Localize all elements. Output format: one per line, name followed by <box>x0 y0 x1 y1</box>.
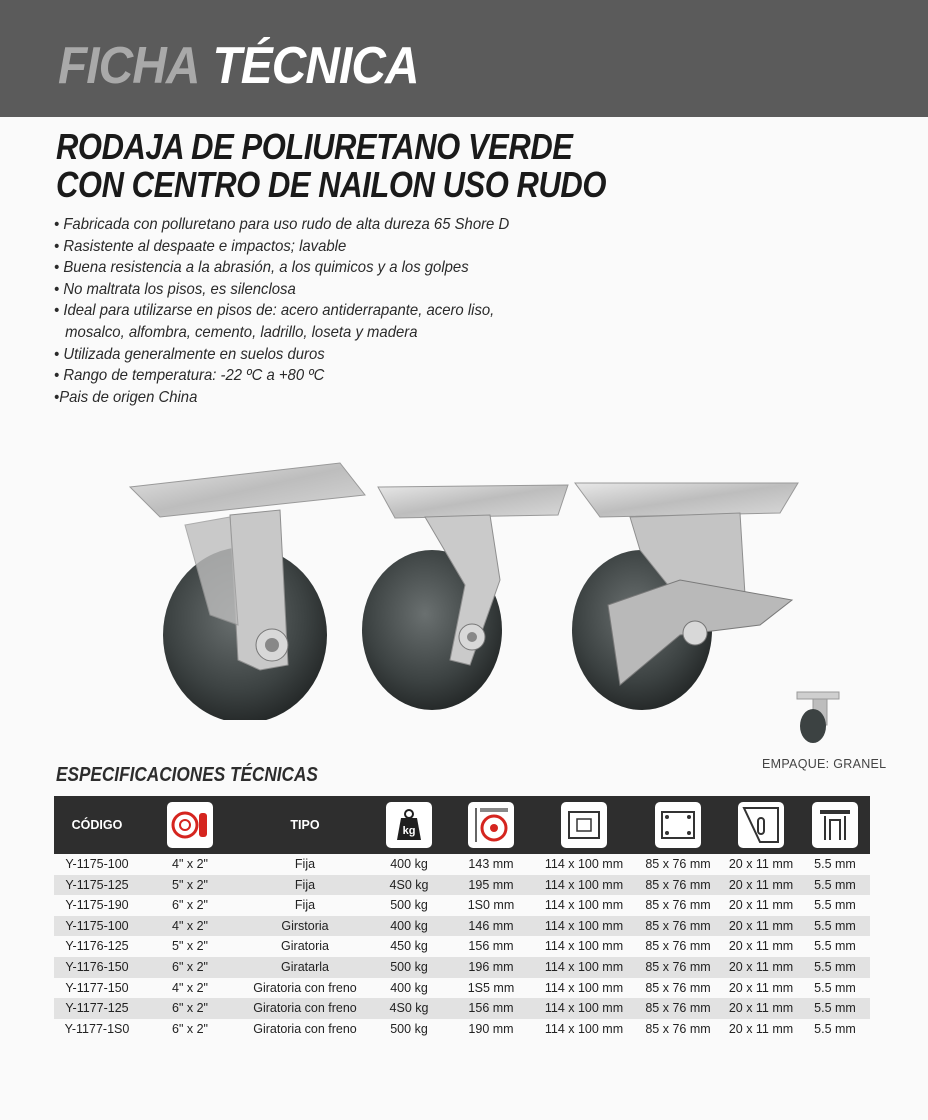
cell-bolt-hole: 20 x 11 mm <box>728 939 794 954</box>
product-title <box>56 128 658 204</box>
fixed-caster-image <box>130 463 365 720</box>
cell-capacity: 500 kg <box>390 898 428 913</box>
cell-height: 156 mm <box>468 939 514 954</box>
cell-bolt-pattern: 85 x 76 mm <box>634 916 722 937</box>
cell-thickness: 5.5 mm <box>814 898 856 913</box>
cell-code: Y-1175-125 <box>54 875 140 896</box>
cell-bolt-hole: 20 x 11 mm <box>728 980 794 995</box>
table-row <box>54 998 870 1019</box>
cell-type: Fija <box>294 857 316 871</box>
specs-table <box>54 796 870 1039</box>
cell-bolt-pattern: 85 x 76 mm <box>645 857 711 871</box>
plate-size-icon <box>561 802 607 848</box>
plate-thickness-icon <box>812 802 858 848</box>
specs-table-body <box>54 854 870 1039</box>
feature-item: • Rango de temperatura: -22 ºC a +80 ºC <box>54 367 325 385</box>
cell-bolt-hole: 20 x 11 mm <box>722 957 800 978</box>
svg-text:kg: kg <box>402 825 416 837</box>
weight-capacity-icon <box>386 802 432 848</box>
table-header-row <box>54 796 870 854</box>
wheel-size-icon <box>167 802 213 848</box>
cell-plate-size: 114 x 100 mm <box>534 875 634 896</box>
cell-plate-size: 114 x 100 mm <box>544 898 624 913</box>
cell-type: Girstoria <box>240 916 370 937</box>
cell-wheel-size: 4" x 2" <box>172 857 208 871</box>
cell-capacity: 450 kg <box>390 939 428 954</box>
cell-capacity: 500 kg <box>370 957 448 978</box>
cell-thickness: 5.5 mm <box>800 957 870 978</box>
cell-plate-size: 114 x 100 mm <box>544 857 624 871</box>
cell-thickness: 5.5 mm <box>800 998 870 1019</box>
feature-item: • Ideal para utilizarse en pisos de: acero antiderrapante, acero liso, <box>54 302 495 320</box>
table-row <box>54 854 870 875</box>
cell-code: Y-1177-125 <box>54 998 140 1019</box>
cell-wheel-size: 5" x 2" <box>140 875 240 896</box>
cell-capacity: 400 kg <box>390 857 428 871</box>
packaging-thumbnail <box>793 690 843 746</box>
cell-height: 195 mm <box>448 875 534 896</box>
cell-bolt-hole: 20 x 11 mm <box>722 998 800 1019</box>
bolt-pattern-icon <box>655 802 701 848</box>
table-row <box>54 936 870 957</box>
cell-code: Y-1175-100 <box>65 857 129 871</box>
cell-bolt-hole: 20 x 11 mm <box>722 916 800 937</box>
cell-capacity: 4S0 kg <box>370 875 448 896</box>
cell-plate-size: 114 x 100 mm <box>544 939 624 954</box>
cell-thickness: 5.5 mm <box>814 857 856 871</box>
table-row <box>54 916 870 937</box>
table-row <box>54 1019 870 1040</box>
packaging-label: EMPAQUE: GRANEL <box>762 757 887 771</box>
cell-type: Giratoria con freno <box>240 998 370 1019</box>
cell-bolt-pattern: 85 x 76 mm <box>645 939 711 954</box>
cell-code: Y-1177-1S0 <box>64 1021 130 1036</box>
cell-type: Giratarla <box>240 957 370 978</box>
bolt-hole-icon <box>738 802 784 848</box>
product-photos <box>120 455 810 720</box>
swivel-caster-image <box>362 485 568 710</box>
cell-type: Fija <box>240 875 370 896</box>
cell-plate-size: 114 x 100 mm <box>544 1021 624 1036</box>
cell-height: 1S0 mm <box>467 898 515 913</box>
product-title-line-2: CON CENTRO DE NAILON USO RUDO <box>56 164 606 205</box>
cell-height: 1S5 mm <box>467 980 515 995</box>
swivel-caster-with-brake-image <box>572 483 798 710</box>
cell-height: 156 mm <box>448 998 534 1019</box>
cell-plate-size: 114 x 100 mm <box>534 998 634 1019</box>
cell-code: Y-1177-150 <box>65 980 129 995</box>
cell-thickness: 5.5 mm <box>814 980 856 995</box>
cell-bolt-pattern: 85 x 76 mm <box>634 957 722 978</box>
cell-bolt-hole: 20 x 11 mm <box>728 898 794 913</box>
total-height-icon <box>468 802 514 848</box>
table-row <box>54 875 870 896</box>
cell-thickness: 5.5 mm <box>814 1021 856 1036</box>
title-word-tecnica: TÉCNICA <box>212 37 419 95</box>
cell-wheel-size: 4" x 2" <box>140 916 240 937</box>
cell-type: Giratoria con freno <box>253 1021 357 1036</box>
cell-plate-size: 114 x 100 mm <box>534 916 634 937</box>
feature-item: • Rasistente al despaate e impactos; lavable <box>54 237 347 255</box>
cell-wheel-size: 4" x 2" <box>172 980 208 995</box>
cell-wheel-size: 5" x 2" <box>172 939 208 954</box>
cell-wheel-size: 6" x 2" <box>172 898 208 913</box>
feature-item: • Buena resistencia a la abrasión, a los quimicos y a los golpes <box>54 259 469 277</box>
table-row <box>54 978 870 999</box>
title-word-ficha: FICHA <box>58 37 200 95</box>
cell-capacity: 400 kg <box>370 916 448 937</box>
cell-thickness: 5.5 mm <box>814 939 856 954</box>
cell-bolt-pattern: 85 x 76 mm <box>634 998 722 1019</box>
specs-title: ESPECIFICACIONES TÉCNICAS <box>56 764 318 786</box>
cell-type: Fija <box>294 898 316 913</box>
cell-thickness: 5.5 mm <box>800 916 870 937</box>
cell-bolt-hole: 20 x 11 mm <box>722 875 800 896</box>
col-header-code: CÓDIGO <box>54 796 140 854</box>
cell-height: 143 mm <box>468 857 514 871</box>
cell-bolt-hole: 20 x 11 mm <box>728 1021 794 1036</box>
cell-plate-size: 114 x 100 mm <box>544 980 624 995</box>
cell-height: 190 mm <box>468 1021 514 1036</box>
cell-type: Giratoria <box>281 939 329 954</box>
cell-bolt-pattern: 85 x 76 mm <box>634 875 722 896</box>
cell-bolt-hole: 20 x 11 mm <box>728 857 794 871</box>
cell-thickness: 5.5 mm <box>800 875 870 896</box>
feature-item: • Utilizada generalmente en suelos duros <box>54 345 325 363</box>
cell-bolt-pattern: 85 x 76 mm <box>645 1021 711 1036</box>
cell-height: 146 mm <box>448 916 534 937</box>
cell-wheel-size: 6" x 2" <box>140 998 240 1019</box>
cell-capacity: 4S0 kg <box>370 998 448 1019</box>
cell-code: Y-1176-150 <box>54 957 140 978</box>
cell-code: Y-1175-100 <box>54 916 140 937</box>
cell-bolt-pattern: 85 x 76 mm <box>645 980 711 995</box>
table-row <box>54 895 870 916</box>
cell-code: Y-1175-190 <box>65 898 129 913</box>
cell-wheel-size: 6" x 2" <box>172 1021 208 1036</box>
col-header-type: TIPO <box>240 796 370 854</box>
cell-code: Y-1176-125 <box>65 939 129 954</box>
cell-height: 196 mm <box>448 957 534 978</box>
cell-capacity: 400 kg <box>390 980 428 995</box>
table-row <box>54 957 870 978</box>
feature-item: • Fabricada con polluretano para uso rudo de alta dureza 65 Shore D <box>54 216 510 233</box>
cell-type: Giratoria con freno <box>253 980 357 995</box>
cell-wheel-size: 6" x 2" <box>140 957 240 978</box>
page-title <box>58 36 419 96</box>
cell-bolt-pattern: 85 x 76 mm <box>645 898 711 913</box>
feature-item: •Pais de origen China <box>54 388 198 406</box>
product-title-line-1: RODAJA DE POLIURETANO VERDE <box>56 126 573 167</box>
feature-list <box>54 214 694 408</box>
feature-item: mosalco, alfombra, cemento, ladrillo, loseta y madera <box>65 323 418 341</box>
cell-capacity: 500 kg <box>390 1021 428 1036</box>
feature-item: • No maltrata los pisos, es silenclosa <box>54 280 296 298</box>
cell-plate-size: 114 x 100 mm <box>534 957 634 978</box>
